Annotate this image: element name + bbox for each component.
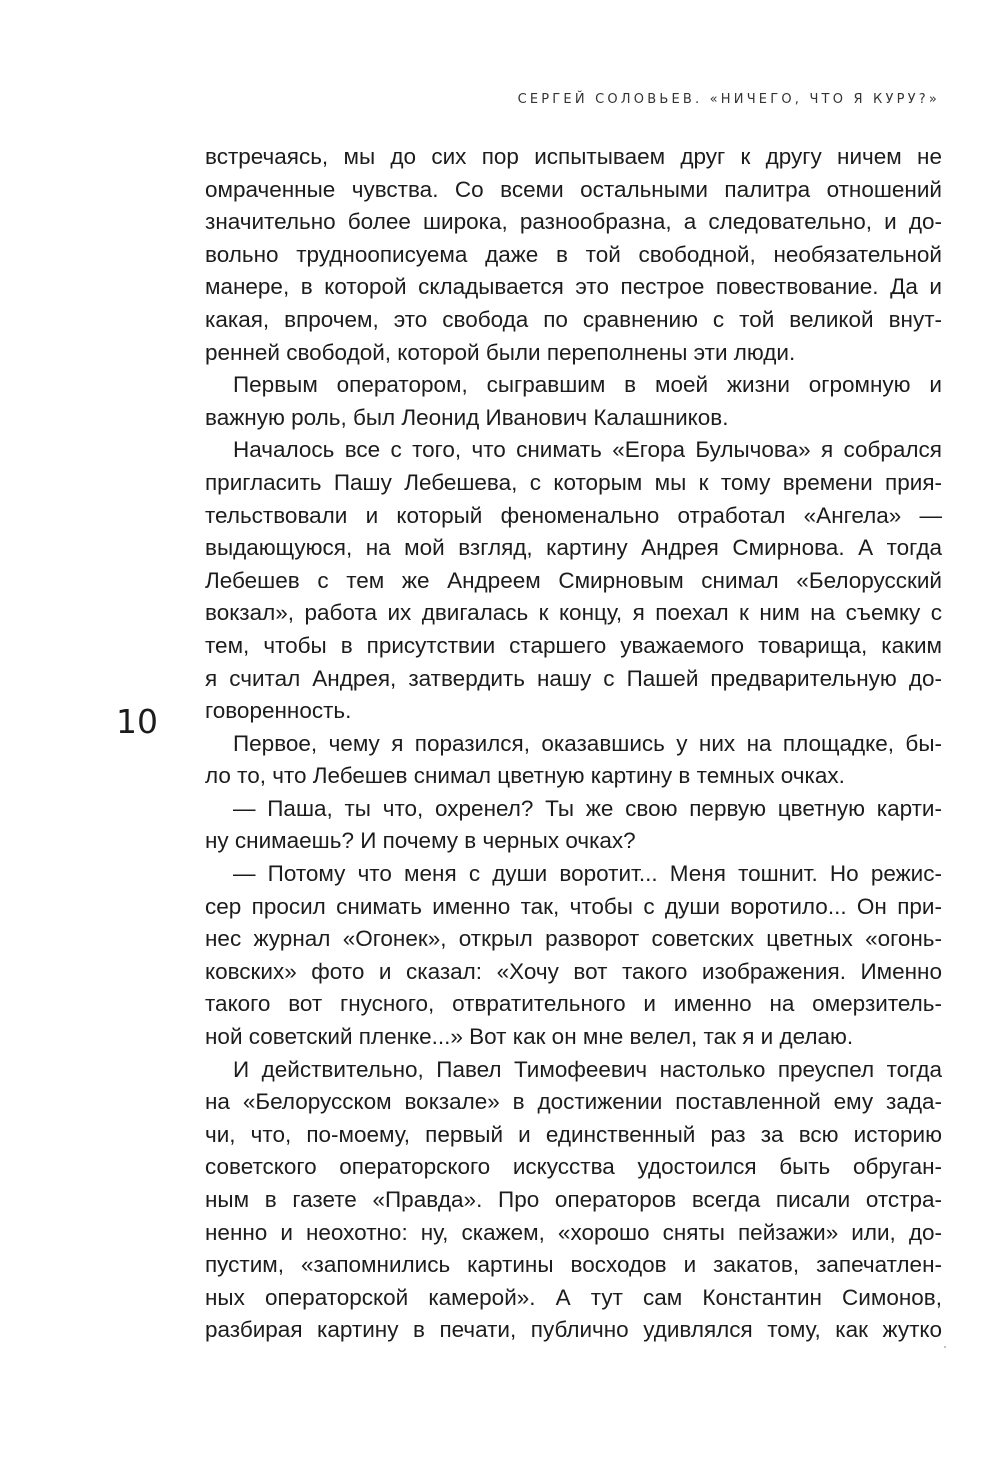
text-line: ненно и неохотно: ну, скажем, «хорошо сняты пейзажи» или, до- (205, 1219, 942, 1245)
text-line: манере, в которой складывается это пестрое повествование. Да и (205, 274, 942, 300)
text-line: пригласить Пашу Лебешева, с которым мы к тому времени прия- (205, 469, 942, 495)
text-line: И действительно, Павел Тимофеевич настолько преуспел тогда (233, 1056, 942, 1082)
text-line: какая, впрочем, это свобода по сравнению с той великой внут- (205, 306, 942, 332)
body-text (205, 141, 942, 1347)
text-line: ных операторской камерой». А тут сам Константин Симонов, (205, 1284, 942, 1310)
text-line: ным в газете «Правда». Про операторов всегда писали отстра- (205, 1187, 942, 1212)
text-line: — Паша, ты что, охренел? Ты же свою первую цветную карти- (233, 795, 942, 821)
text-line: вокзал», работа их двигалась к концу, я поехал к ним на съемку с (205, 600, 942, 626)
text-line: тем, чтобы в присутствии старшего уважаемого товарища, каким (205, 632, 942, 658)
text-line: вольно трудноописуема даже в той свободной, необязательной (205, 241, 942, 267)
text-line: ренней свободой, которой были переполнены эти люди. (205, 339, 796, 365)
text-line: чи, что, по-моему, первый и единственный раз за всю историю (205, 1121, 942, 1147)
text-line: ну снимаешь? И почему в черных очках? (205, 828, 636, 854)
page-number: 10 (116, 702, 158, 741)
text-line: советского операторского искусства удостоился быть обруган- (205, 1154, 942, 1180)
running-head: СЕРГЕЙ СОЛОВЬЕВ. «НИЧЕГО, ЧТО Я КУРУ?» (517, 92, 940, 107)
text-line: ной советский пленке...» Вот как он мне велел, так я и делаю. (205, 1024, 854, 1050)
text-line: такого вот гнусного, отвратительного и именно на омерзитель- (205, 991, 942, 1017)
text-line: я считал Андрея, затвердить нашу с Пашей предварительную до- (205, 665, 942, 691)
text-line: разбирая картину в печати, публично удивлялся тому, как жутко (205, 1317, 942, 1343)
text-line: нес журнал «Огонек», открыл разворот советских цветных «огонь- (205, 926, 942, 952)
text-line: выдающуюся, на мой взгляд, картину Андрея Смирнова. А тогда (205, 535, 942, 561)
text-line: ло то, что Лебешев снимал цветную картину в темных очках. (205, 763, 845, 789)
text-line: встречаясь, мы до сих пор испытываем друг к другу ничем не (205, 144, 942, 169)
text-line: — Потому что меня с души воротит... Меня тошнит. Но режис- (233, 861, 942, 887)
text-line: пустим, «запомнились картины восходов и закатов, запечатлен- (205, 1252, 942, 1278)
text-line: Первое, чему я поразился, оказавшись у них на площадке, бы- (233, 730, 942, 756)
text-line: на «Белорусском вокзале» в достижении поставленной ему зада- (205, 1089, 942, 1115)
text-line: Первым оператором, сыгравшим в моей жизни огромную и (233, 372, 942, 398)
text-line: говоренность. (205, 698, 352, 724)
text-line: Началось все с того, что снимать «Егора Булычова» я собрался (233, 437, 942, 463)
scan-speck (944, 1346, 946, 1348)
text-line: важную роль, был Леонид Иванович Калашников. (205, 404, 729, 430)
text-line: значительно более широка, разнообразна, а следовательно, и до- (205, 209, 942, 235)
text-line: Лебешев с тем же Андреем Смирновым снимал «Белорусский (205, 567, 942, 593)
text-line: ковских» фото и сказал: «Хочу вот такого изображения. Именно (205, 958, 942, 984)
text-line: омраченные чувства. Со всеми остальными палитра отношений (205, 176, 942, 202)
text-line: сер просил снимать именно так, чтобы с души воротило... Он при- (205, 893, 942, 919)
text-line: тельствовали и который феноменально отработал «Ангела» — (205, 502, 942, 528)
